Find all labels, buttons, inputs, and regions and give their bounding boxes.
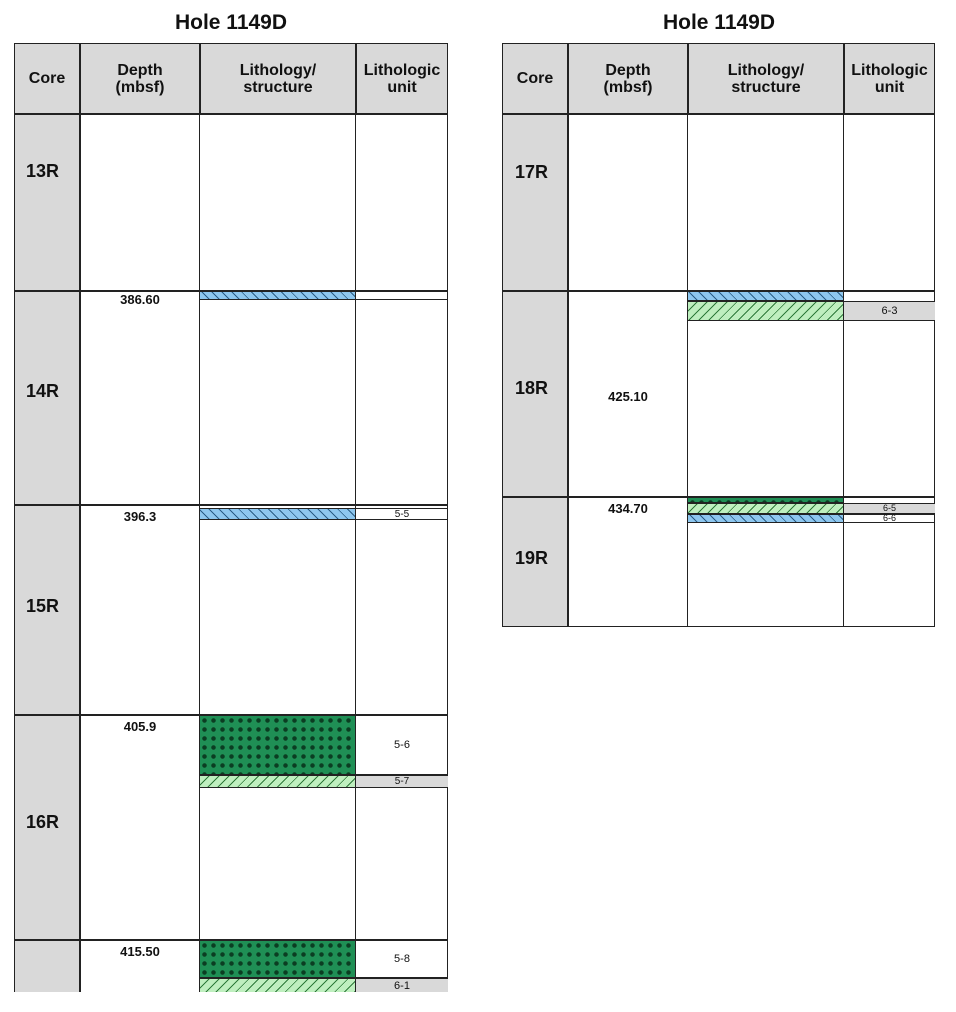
lithology-basalt-interval bbox=[200, 715, 356, 775]
column-divider bbox=[687, 291, 688, 497]
lithology-vein-interval bbox=[688, 514, 844, 523]
header-unit: Lithologic unit bbox=[844, 43, 935, 114]
core-label: 17R bbox=[515, 162, 549, 182]
header-lithology: Lithology/ structure bbox=[688, 43, 844, 114]
column-divider bbox=[355, 291, 356, 505]
column-divider bbox=[355, 940, 356, 992]
core-label: 16R bbox=[26, 812, 60, 832]
panel-title-left: Hole 1149D bbox=[174, 11, 288, 34]
depth-value: 405.9 bbox=[123, 719, 157, 734]
core-block bbox=[80, 291, 448, 505]
unit-label: 5-7 bbox=[356, 775, 448, 788]
header-lithology: Lithology/ structure bbox=[200, 43, 356, 114]
column-divider bbox=[199, 114, 200, 291]
lithology-vein-interval bbox=[688, 291, 844, 301]
core-label: 19R bbox=[515, 548, 549, 568]
column-divider bbox=[355, 114, 356, 291]
unit-label: 5-6 bbox=[356, 715, 448, 775]
unit-label: 6-1 bbox=[356, 978, 448, 992]
unit-boundary bbox=[356, 291, 448, 300]
header-core: Core bbox=[14, 43, 80, 114]
lithology-vein-interval bbox=[200, 508, 356, 520]
unit-label: 6-6 bbox=[844, 514, 935, 523]
core-label: 14R bbox=[26, 381, 60, 401]
header-unit: Lithologic unit bbox=[356, 43, 448, 114]
depth-value: 415.50 bbox=[120, 944, 160, 959]
lithology-breccia-interval bbox=[688, 301, 844, 321]
unit-label: 5-5 bbox=[356, 508, 448, 520]
lithology-vein-interval bbox=[200, 291, 356, 300]
core-cell-17R bbox=[502, 114, 568, 291]
unit-label: 5-8 bbox=[356, 940, 448, 978]
column-divider bbox=[355, 715, 356, 940]
column-divider bbox=[687, 114, 688, 291]
core-block bbox=[568, 114, 935, 291]
unit-label: 6-5 bbox=[844, 503, 935, 514]
unit-label: 6-3 bbox=[844, 301, 935, 321]
lithology-breccia-interval bbox=[200, 978, 356, 992]
core-label: 13R bbox=[26, 161, 60, 181]
lithology-breccia-interval bbox=[200, 775, 356, 788]
depth-value: 386.60 bbox=[120, 292, 160, 307]
column-divider bbox=[199, 505, 200, 715]
column-divider bbox=[843, 114, 844, 291]
column-divider bbox=[199, 291, 200, 505]
core-label: 15R bbox=[26, 596, 60, 616]
depth-value: 425.10 bbox=[608, 389, 648, 404]
column-divider bbox=[199, 715, 200, 940]
header-depth: Depth (mbsf) bbox=[80, 43, 200, 114]
core-label: 18R bbox=[515, 378, 549, 398]
column-divider bbox=[355, 505, 356, 715]
core-block bbox=[80, 114, 448, 291]
column-divider bbox=[199, 940, 200, 992]
lithology-breccia-interval bbox=[688, 503, 844, 514]
depth-value: 396.3 bbox=[123, 509, 157, 524]
depth-value: 434.70 bbox=[608, 501, 648, 516]
lithology-basalt-interval bbox=[200, 940, 356, 978]
panel-title-right: Hole 1149D bbox=[662, 11, 776, 34]
column-divider bbox=[843, 291, 844, 497]
core-cell-13R bbox=[14, 114, 80, 291]
core-block bbox=[80, 505, 448, 715]
column-divider bbox=[843, 497, 844, 627]
header-core: Core bbox=[502, 43, 568, 114]
core-cell-next bbox=[14, 940, 80, 992]
header-depth: Depth (mbsf) bbox=[568, 43, 688, 114]
column-divider bbox=[687, 497, 688, 627]
